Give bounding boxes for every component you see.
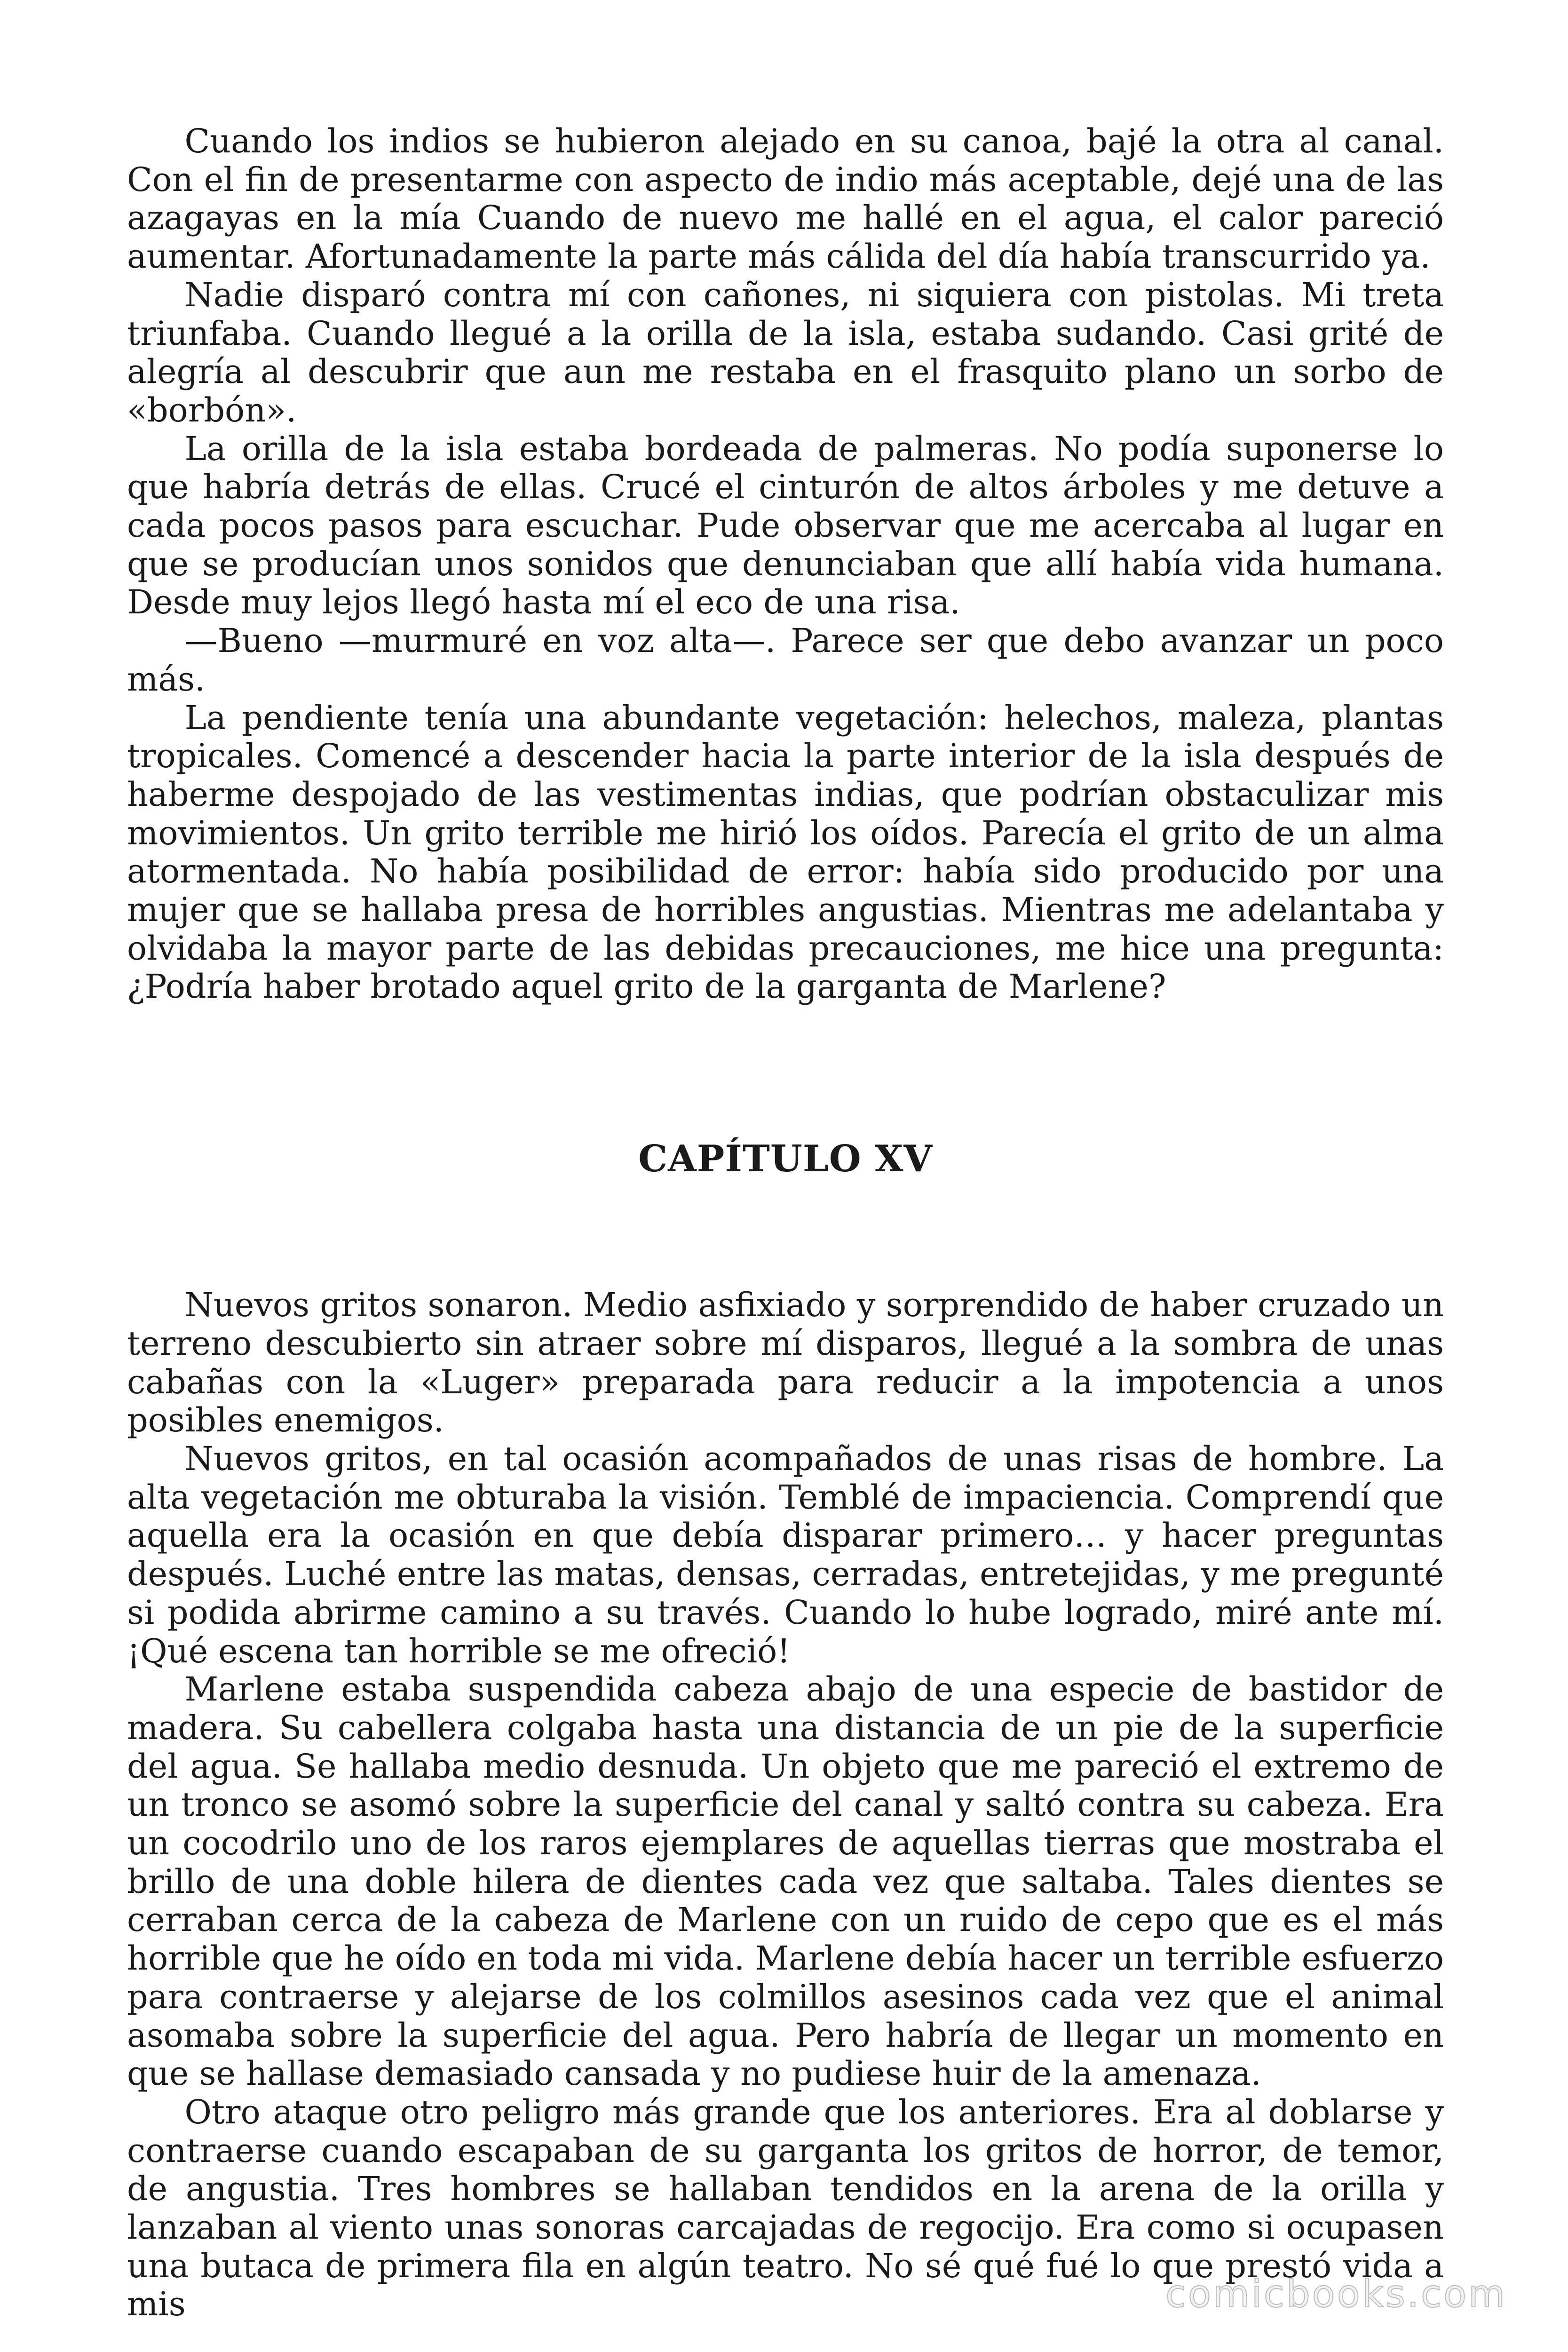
paragraph: Otro ataque otro peligro más grande que los anteriores. Era al doblarse y contraerse cuando escapaban de su garganta los gritos de horror, de temor, de angustia. Tres hombres se hallaban tendidos en la arena de la orilla y lanzaban al viento unas sonoras carcajadas de regocijo. Era como si ocupasen una butaca de primera fila en algún teatro. No sé qué fué lo que prestó vida a mis [127, 2092, 1444, 2324]
chapter-title: CAPÍTULO XV [638, 1137, 933, 1181]
paragraph: Nuevos gritos sonaron. Medio asfixiado y sorprendido de haber cruzado un terreno descubierto sin atraer sobre mí disparos, llegué a la sombra de unas cabañas con la «Luger» preparada para reducir a la impotencia a unos posibles enemigos. [127, 1286, 1444, 1440]
paragraph: La pendiente tenía una abundante vegetación: helechos, maleza, plantas tropicales. Comencé a descender hacia la parte interior de la isla después de haberme despojado de las vestimentas indias, que podrían obstaculizar mis movimientos. Un grito terrible me hirió los oídos. Parecía el grito de un alma atormentada. No había posibilidad de error: había sido producido por una mujer que se hallaba presa de horribles angustias. Mientras me adelantaba y olvidaba la mayor parte de las debidas precauciones, me hice una pregunta: ¿Podría haber brotado aquel grito de la garganta de Marlene? [127, 698, 1444, 1006]
paragraph: Nadie disparó contra mí con cañones, ni siquiera con pistolas. Mi treta triunfaba. Cuando llegué a la orilla de la isla, estaba sudando. Casi grité de alegría al descubrir que aun me restaba en el frasquito plano un sorbo de «borbón». [127, 275, 1444, 429]
paragraph: Marlene estaba suspendida cabeza abajo de una especie de bastidor de madera. Su cabellera colgaba hasta una distancia de un pie de la superficie del agua. Se hallaba medio desnuda. Un objeto que me pareció el extremo de un tronco se asomó sobre la superficie del canal y saltó contra su cabeza. Era un cocodrilo uno de los raros ejemplares de aquellas tierras que mostraba el brillo de una doble hilera de dientes cada vez que saltaba. Tales dientes se cerraban cerca de la cabeza de Marlene con un ruido de cepo que es el más horrible que he oído en toda mi vida. Marlene debía hacer un terrible esfuerzo para contraerse y alejarse de los colmillos asesinos cada vez que el animal asomaba sobre la superficie del agua. Pero habría de llegar un momento en que se hallase demasiado cansada y no pudiese huir de la amenaza. [127, 1670, 1444, 2093]
paragraph: Cuando los indios se hubieron alejado en su canoa, bajé la otra al canal. Con el fin de presentarme con aspecto de indio más aceptable, dejé una de las azagayas en la mía Cuando de nuevo me hallé en el agua, el calor pareció aumentar. Afortunadamente la parte más cálida del día había transcurrido ya. [127, 122, 1444, 276]
paragraph: —Bueno —murmuré en voz alta—. Parece ser que debo avanzar un poco más. [127, 621, 1444, 699]
watermark: comicbooks.com [1165, 2272, 1507, 2316]
book-page [127, 122, 1444, 2324]
paragraph: Nuevos gritos, en tal ocasión acompañados de unas risas de hombre. La alta vegetación me obturaba la visión. Temblé de impaciencia. Comprendí que aquella era la ocasión en que debía disparar primero… y hacer preguntas después. Luché entre las matas, densas, cerradas, entretejidas, y me pregunté si podida abrirme camino a su través. Cuando lo hube logrado, miré ante mí. ¡Qué escena tan horrible se me ofreció! [127, 1439, 1444, 1670]
paragraph: La orilla de la isla estaba bordeada de palmeras. No podía suponerse lo que habría detrás de ellas. Crucé el cinturón de altos árboles y me detuve a cada pocos pasos para escuchar. Pude observar que me acercaba al lugar en que se producían unos sonidos que denunciaban que allí había vida humana. Desde muy lejos llegó hasta mí el eco de una risa. [127, 429, 1444, 622]
